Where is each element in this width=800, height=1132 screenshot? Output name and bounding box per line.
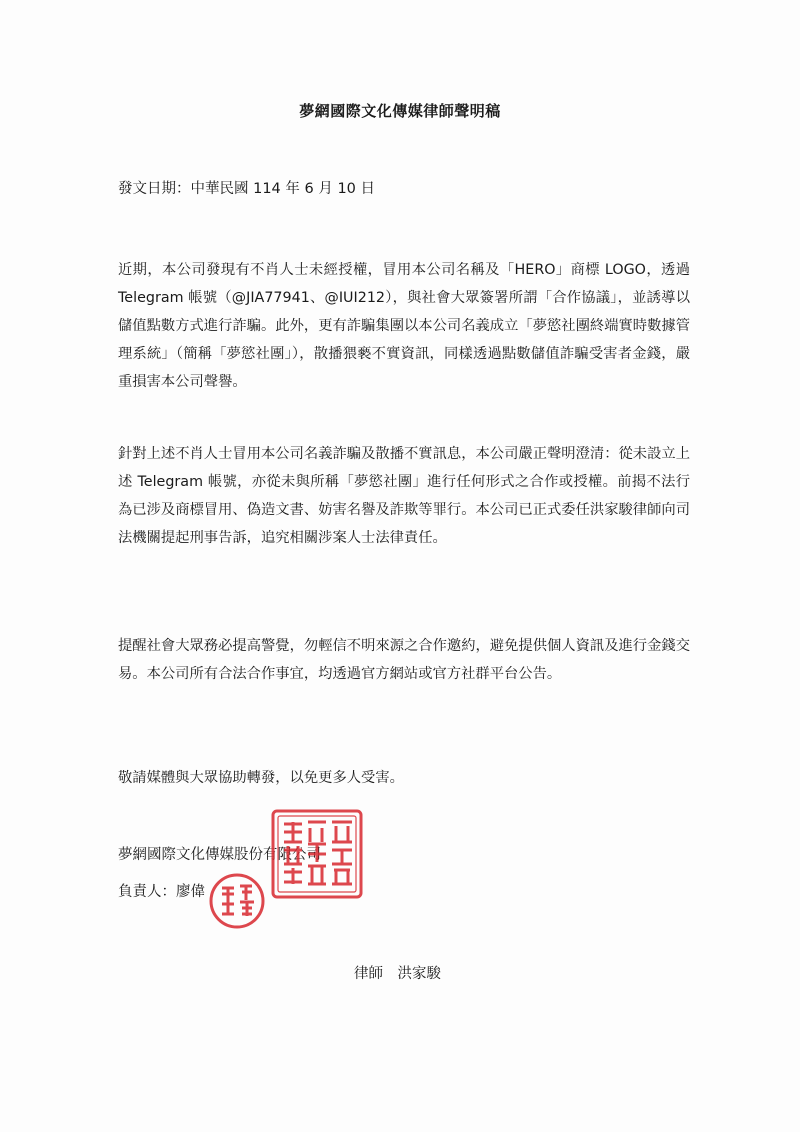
- person-seal-icon: [208, 872, 266, 930]
- company-seal-icon: [270, 808, 364, 900]
- paragraph-4: 敬請媒體與大眾協助轉發，以免更多人受害。: [118, 770, 404, 786]
- company-name: 夢網國際文化傳媒股份有限公司: [118, 847, 321, 863]
- paragraph-3: 提醒社會大眾務必提高警覺，勿輕信不明來源之合作邀約，避免提供個人資訊及進行金錢交易。本公司所有合法合作事宜，均透過官方網站或官方社群平台公告。: [118, 638, 690, 682]
- responsible-person: 負責人：廖偉: [118, 884, 205, 900]
- page-title: 夢網國際文化傳媒律師聲明稿: [299, 102, 501, 120]
- lawyer-signature: 律師 洪家駿: [354, 966, 441, 982]
- issue-date: 發文日期：中華民國 114 年 6 月 10 日: [118, 181, 376, 197]
- paragraph-1: 近期，本公司發現有不肖人士未經授權，冒用本公司名稱及「HERO」商標 LOGO，透過 Telegram 帳號（@JIA77941、@IUI212），與社會大眾簽署所謂「合作協議」，並誘導以儲值點數方式進行詐騙。此外，更有詐騙集團以本公司名義成立「夢慾社團終端實時數據管理系統」（簡稱「夢慾社團」），散播猥褻不實資訊，同樣透過點數儲值詐騙受害者金錢，嚴重損害本公司聲譽。: [118, 262, 690, 390]
- paragraph-2: 針對上述不肖人士冒用本公司名義詐騙及散播不實訊息，本公司嚴正聲明澄清：從未設立上述 Telegram 帳號，亦從未與所稱「夢慾社團」進行任何形式之合作或授權。前揭不法行為已涉及商標冒用、偽造文書、妨害名譽及詐欺等罪行。本公司已正式委任洪家駿律師向司法機關提起刑事告訴，追究相關涉案人士法律責任。: [118, 446, 690, 546]
